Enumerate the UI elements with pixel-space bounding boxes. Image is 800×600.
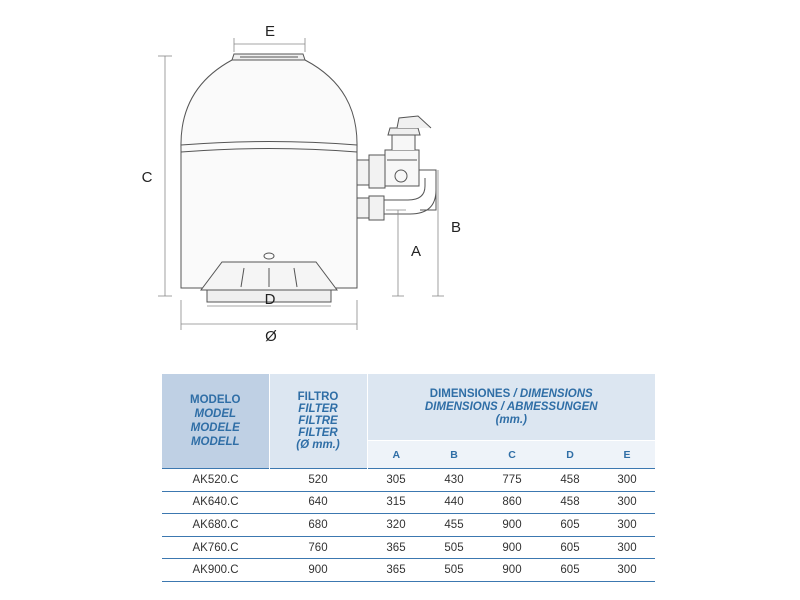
dim-b-cell: 430: [425, 469, 483, 492]
dim-d-cell: 458: [541, 491, 599, 514]
col-header-b: B: [425, 441, 483, 469]
dim-e-cell: 300: [599, 559, 655, 582]
dim-b-cell: 455: [425, 514, 483, 537]
dim-c-cell: 900: [483, 514, 541, 537]
dim-b-cell: 505: [425, 559, 483, 582]
dim-d-cell: 458: [541, 469, 599, 492]
model-cell: AK900.C: [162, 559, 269, 582]
dimensions-header: DIMENSIONES / DIMENSIONS DIMENSIONS / ABMESSUNGEN (mm.): [367, 374, 655, 441]
dim-a-cell: 305: [367, 469, 425, 492]
table-row: [162, 514, 655, 537]
dim-e-cell: 300: [599, 536, 655, 559]
table-row: [162, 559, 655, 582]
dimensions-table: [162, 374, 655, 582]
dim-c-cell: 775: [483, 469, 541, 492]
dim-a-cell: 365: [367, 536, 425, 559]
col-header-d: D: [541, 441, 599, 469]
dim-c-cell: 900: [483, 559, 541, 582]
filter-cell: 520: [269, 469, 367, 492]
table-row: [162, 491, 655, 514]
table-row: [162, 536, 655, 559]
dim-label-e: E: [264, 23, 276, 40]
model-cell: AK760.C: [162, 536, 269, 559]
dim-label-diameter: Ø: [265, 328, 277, 345]
dim-b-cell: 440: [425, 491, 483, 514]
dim-label-d: D: [264, 291, 276, 308]
dim-label-b: B: [450, 219, 462, 236]
dim-d-cell: 605: [541, 536, 599, 559]
col-header-a: A: [367, 441, 425, 469]
filter-cell: 640: [269, 491, 367, 514]
dim-e-cell: 300: [599, 514, 655, 537]
dim-d-cell: 605: [541, 514, 599, 537]
model-header: MODELO MODEL MODELE MODELL: [162, 374, 269, 469]
model-cell: AK520.C: [162, 469, 269, 492]
tank-body: [181, 60, 357, 288]
filter-header: FILTRO FILTER FILTRE FILTER (Ø mm.): [269, 374, 367, 469]
filter-cell: 900: [269, 559, 367, 582]
dim-d-cell: 605: [541, 559, 599, 582]
col-header-c: C: [483, 441, 541, 469]
filter-cell: 760: [269, 536, 367, 559]
model-cell: AK680.C: [162, 514, 269, 537]
table-row: [162, 469, 655, 492]
dim-a-cell: 320: [367, 514, 425, 537]
dim-a-cell: 365: [367, 559, 425, 582]
dim-label-c: C: [141, 169, 153, 186]
dim-a-cell: 315: [367, 491, 425, 514]
dim-c-cell: 900: [483, 536, 541, 559]
col-header-e: E: [599, 441, 655, 469]
dim-label-a: A: [410, 243, 422, 260]
dim-e-cell: 300: [599, 491, 655, 514]
filter-cell: 680: [269, 514, 367, 537]
model-cell: AK640.C: [162, 491, 269, 514]
dim-e-cell: 300: [599, 469, 655, 492]
dim-c-cell: 860: [483, 491, 541, 514]
dim-b-cell: 505: [425, 536, 483, 559]
